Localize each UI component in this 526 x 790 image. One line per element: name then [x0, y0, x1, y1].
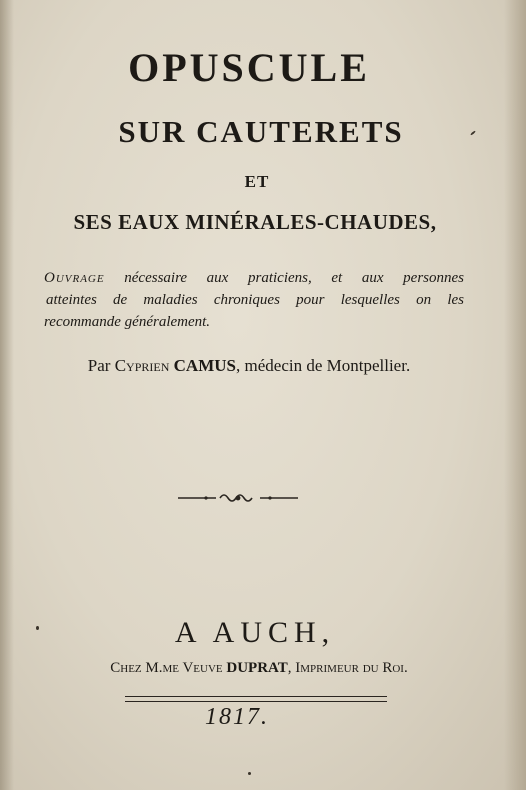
double-rule-divider: [125, 696, 387, 702]
description-line-1-rest: nécessaire aux praticiens, et aux personnes: [124, 270, 464, 286]
printer-prefix: Chez M.me Veuve: [110, 660, 223, 676]
imprint-place: A AUCH,: [174, 616, 336, 649]
author-surname: CAMUS: [173, 356, 236, 375]
subtitle-line-2: SES EAUX MINÉRALES-CHAUDES,: [73, 210, 437, 234]
imprint-year: 1817.: [205, 704, 269, 730]
imprint-printer: [0, 660, 522, 677]
subtitle-line-1: SUR CAUTERETS: [118, 114, 404, 149]
subtitle-conjunction: ET: [244, 172, 270, 191]
printer-suffix: , Imprimeur du Roi.: [287, 660, 408, 676]
paper-speck: [36, 626, 39, 630]
author-suffix: , médecin de Montpellier.: [236, 356, 411, 375]
paper-speck: [248, 772, 251, 775]
author-line: [0, 356, 512, 376]
description-lead-word: Ouvrage: [44, 270, 105, 286]
book-title: OPUSCULE: [128, 45, 370, 90]
ornament-divider: [176, 488, 300, 508]
description-paragraph: [44, 267, 464, 333]
description-line-3: recommande généralement.: [44, 314, 211, 330]
description-line-2: atteintes de maladies chroniques pour lesquelles on les: [46, 292, 464, 308]
author-first-name: Cyprien: [114, 356, 170, 375]
printer-name: DUPRAT: [226, 660, 288, 676]
description-line-1: [44, 267, 464, 289]
author-prefix: Par: [87, 356, 111, 375]
